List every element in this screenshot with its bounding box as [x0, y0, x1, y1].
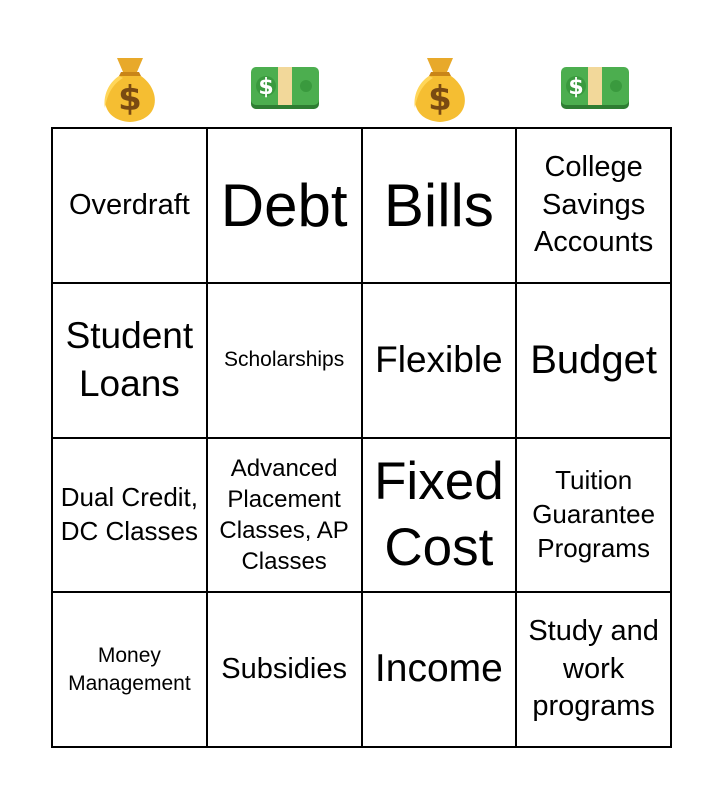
bingo-cell[interactable]: Income	[363, 593, 518, 748]
bingo-cell[interactable]: College Savings Accounts	[517, 129, 672, 284]
bingo-cell[interactable]: Tuition Guarantee Programs	[517, 439, 672, 594]
bingo-cell[interactable]: Budget	[517, 284, 672, 439]
bingo-cell[interactable]: Subsidies	[208, 593, 363, 748]
bingo-cell[interactable]: Student Loans	[53, 284, 208, 439]
dollar-banknote-icon	[250, 65, 320, 113]
bingo-cell[interactable]: Overdraft	[53, 129, 208, 284]
bingo-cell[interactable]: Bills	[363, 129, 518, 284]
bingo-cell[interactable]: Dual Credit, DC Classes	[53, 439, 208, 594]
bingo-cell[interactable]: Fixed Cost	[363, 439, 518, 594]
bingo-cell[interactable]: Flexible	[363, 284, 518, 439]
card-header	[52, 50, 672, 128]
bingo-cell[interactable]: Debt	[208, 129, 363, 284]
dollar-banknote-icon	[560, 65, 630, 113]
svg-text:$: $	[257, 75, 274, 100]
header-col-3	[362, 50, 517, 128]
svg-text:$: $	[567, 75, 584, 100]
svg-text:$: $	[427, 79, 452, 119]
bingo-cell[interactable]: Advanced Placement Classes, AP Classes	[208, 439, 363, 594]
bingo-cell[interactable]: Money Management	[53, 593, 208, 748]
bingo-cell[interactable]: Study and work programs	[517, 593, 672, 748]
header-col-1	[52, 50, 207, 128]
header-col-2	[207, 50, 362, 128]
header-col-4	[517, 50, 672, 128]
money-bag-icon	[407, 54, 473, 124]
money-bag-icon	[97, 54, 163, 124]
bingo-grid	[51, 127, 672, 748]
svg-text:$: $	[117, 79, 142, 119]
bingo-cell[interactable]: Scholarships	[208, 284, 363, 439]
